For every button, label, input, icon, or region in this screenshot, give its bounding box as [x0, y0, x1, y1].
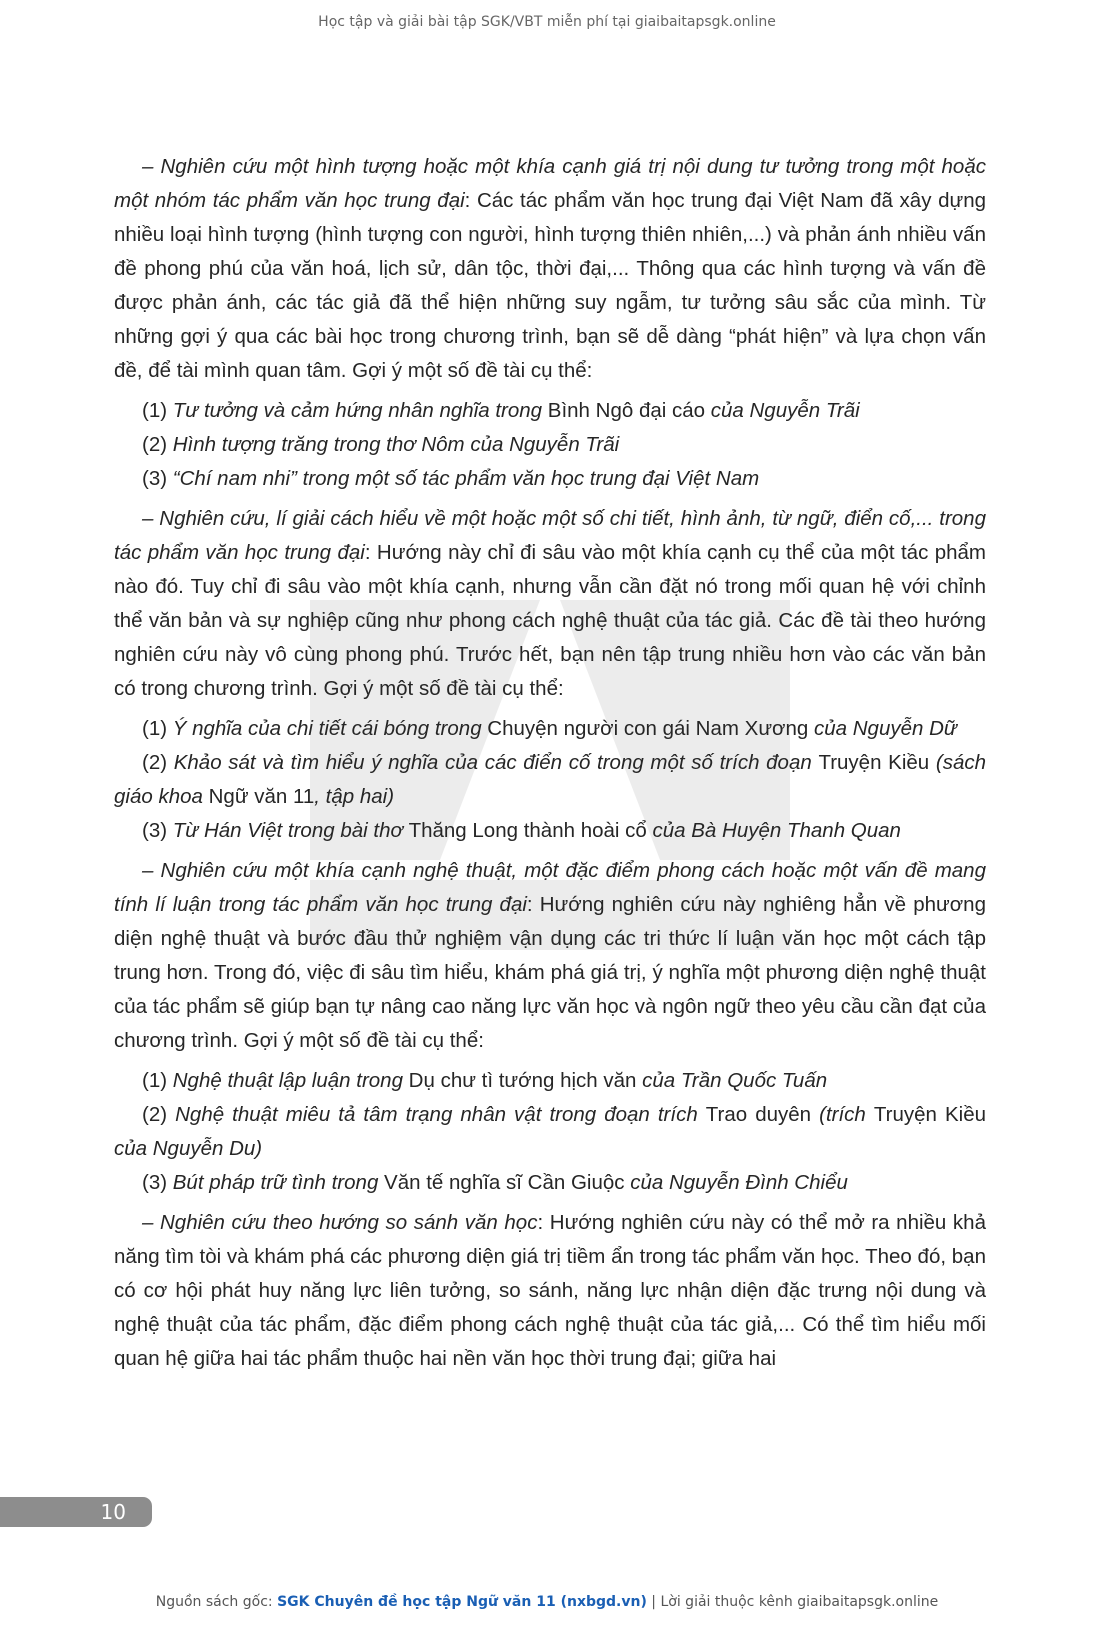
main-content — [114, 150, 986, 1382]
section-heading: – Nghiên cứu, lí giải cách hiểu về một hoặc một số chi tiết, hình ảnh, từ ngữ, điển cố,... trong tác phẩm văn học trung đại — [114, 507, 986, 564]
section-heading: – Nghiên cứu theo hướng so sánh văn học — [142, 1211, 538, 1234]
section-body: : Hướng này chỉ đi sâu vào một khía cạnh cụ thể của một tác phẩm nào đó. Tuy chỉ đi sâu vào một khía cạnh, nhưng vẫn cần đặt nó trong mối quan hệ với chỉnh thể văn bản và sự nghiệp cũng như phong cách nghệ thuật của tác giả. Các đề tài theo hướng nghiên cứu này vô cùng phong phú. Trước hết, bạn nên tập trung nhiều hơn vào các văn bản có trong chương trình. Gợi ý một số đề tài cụ thể: — [114, 541, 986, 700]
topic-item: (2) Khảo sát và tìm hiểu ý nghĩa của các điển cố trong một số trích đoạn Truyện Kiều (sách giáo khoa Ngữ văn 11, tập hai) — [114, 751, 986, 808]
section-heading: – Nghiên cứu một hình tượng hoặc một khía cạnh giá trị nội dung tư tưởng trong một hoặc một nhóm tác phẩm văn học trung đại — [114, 155, 986, 212]
section-paragraph — [114, 854, 986, 1058]
page-header: Học tập và giải bài tập SGK/VBT miễn phí tại giaibaitapsgk.online — [318, 14, 776, 30]
work-title: Chuyện người con gái Nam Xương — [487, 717, 809, 740]
section-body: : Hướng nghiên cứu này có thể mở ra nhiều khả năng tìm tòi và khám phá các phương diện giá trị tiềm ẩn trong tác phẩm văn học. Theo đó, bạn có cơ hội phát huy năng lực liên tưởng, so sánh, năng lực nhận diện đặc trưng nội dung và nghệ thuật của tác phẩm, đặc điểm phong cách nghệ thuật của tác giả,... Có thể tìm hiểu mối quan hệ giữa hai tác phẩm thuộc hai nền văn học thời trung đại; giữa hai — [114, 1211, 986, 1370]
topic-item: (2) Hình tượng trăng trong thơ Nôm của Nguyễn Trãi — [142, 433, 620, 456]
work-title: Truyện Kiều — [818, 751, 930, 774]
topic-item: (3) Bút pháp trữ tình trong Văn tế nghĩa sĩ Cần Giuộc của Nguyễn Đình Chiểu — [142, 1171, 848, 1194]
section-heading: – Nghiên cứu một khía cạnh nghệ thuật, một đặc điểm phong cách hoặc một vấn đề mang tính lí luận trong tác phẩm văn học trung đại — [114, 859, 986, 916]
work-title: Văn tế nghĩa sĩ Cần Giuộc — [384, 1171, 625, 1194]
section-paragraph — [114, 502, 986, 706]
work-title: Ngữ văn 11 — [208, 785, 315, 808]
topic-item: (1) Tư tưởng và cảm hứng nhân nghĩa trong Bình Ngô đại cáo của Nguyễn Trãi — [142, 399, 860, 422]
page-footer — [0, 1594, 1094, 1610]
topic-item: (1) Ý nghĩa của chi tiết cái bóng trong Chuyện người con gái Nam Xương của Nguyễn Dữ — [142, 717, 957, 740]
topic-item: (1) Nghệ thuật lập luận trong Dụ chư tì tướng hịch văn của Trần Quốc Tuấn — [142, 1069, 828, 1092]
work-title: Truyện Kiều — [873, 1103, 986, 1126]
section-paragraph — [114, 150, 986, 388]
topic-item: (3) “Chí nam nhi” trong một số tác phẩm văn học trung đại Việt Nam — [142, 467, 760, 490]
topic-item: (3) Từ Hán Việt trong bài thơ Thăng Long thành hoài cổ của Bà Huyện Thanh Quan — [142, 819, 901, 842]
section-paragraph — [114, 1206, 986, 1376]
section-body: : Hướng nghiên cứu này nghiêng hẳn về phương diện nghệ thuật và bước đầu thử nghiệm vận dụng các tri thức lí luận văn học một cách tập trung hơn. Trong đó, việc đi sâu tìm hiểu, khám phá giá trị, ý nghĩa một phương diện nghệ thuật của tác phẩm sẽ giúp bạn tự nâng cao năng lực văn học và ngôn ngữ theo yêu cầu cần đạt của chương trình. Gợi ý một số đề tài cụ thể: — [114, 893, 986, 1052]
work-title: Dụ chư tì tướng hịch văn — [408, 1069, 637, 1092]
section-body: : Các tác phẩm văn học trung đại Việt Nam đã xây dựng nhiều loại hình tượng (hình tượng con người, hình tượng thiên nhiên,...) và phản ánh nhiều vấn đề phong phú của văn hoá, lịch sử, dân tộc, thời đại,... Thông qua các hình tượng và vấn đề được phản ánh, các tác giả đã thể hiện những suy ngẫm, tư tưởng sâu sắc của mình. Từ những gợi ý qua các bài học trong chương trình, bạn sẽ dễ dàng “phát hiện” và lựa chọn vấn đề, để tài mình quan tâm. Gợi ý một số đề tài cụ thể: — [114, 189, 986, 382]
topic-item: (2) Nghệ thuật miêu tả tâm trạng nhân vật trong đoạn trích Trao duyên (trích Truyện Kiều của Nguyễn Du) — [114, 1103, 986, 1160]
work-title: Thăng Long thành hoài cổ — [408, 819, 647, 842]
footer-prefix: Nguồn sách gốc: — [155, 1594, 278, 1610]
work-title: Bình Ngô đại cáo — [547, 399, 706, 422]
source-link[interactable]: SGK Chuyên đề học tập Ngữ văn 11 (nxbgd.vn) — [277, 1594, 647, 1610]
footer-suffix: | Lời giải thuộc kênh giaibaitapsgk.online — [646, 1594, 939, 1610]
work-title: Trao duyên — [705, 1103, 812, 1126]
page-number: 10 — [0, 1497, 152, 1527]
